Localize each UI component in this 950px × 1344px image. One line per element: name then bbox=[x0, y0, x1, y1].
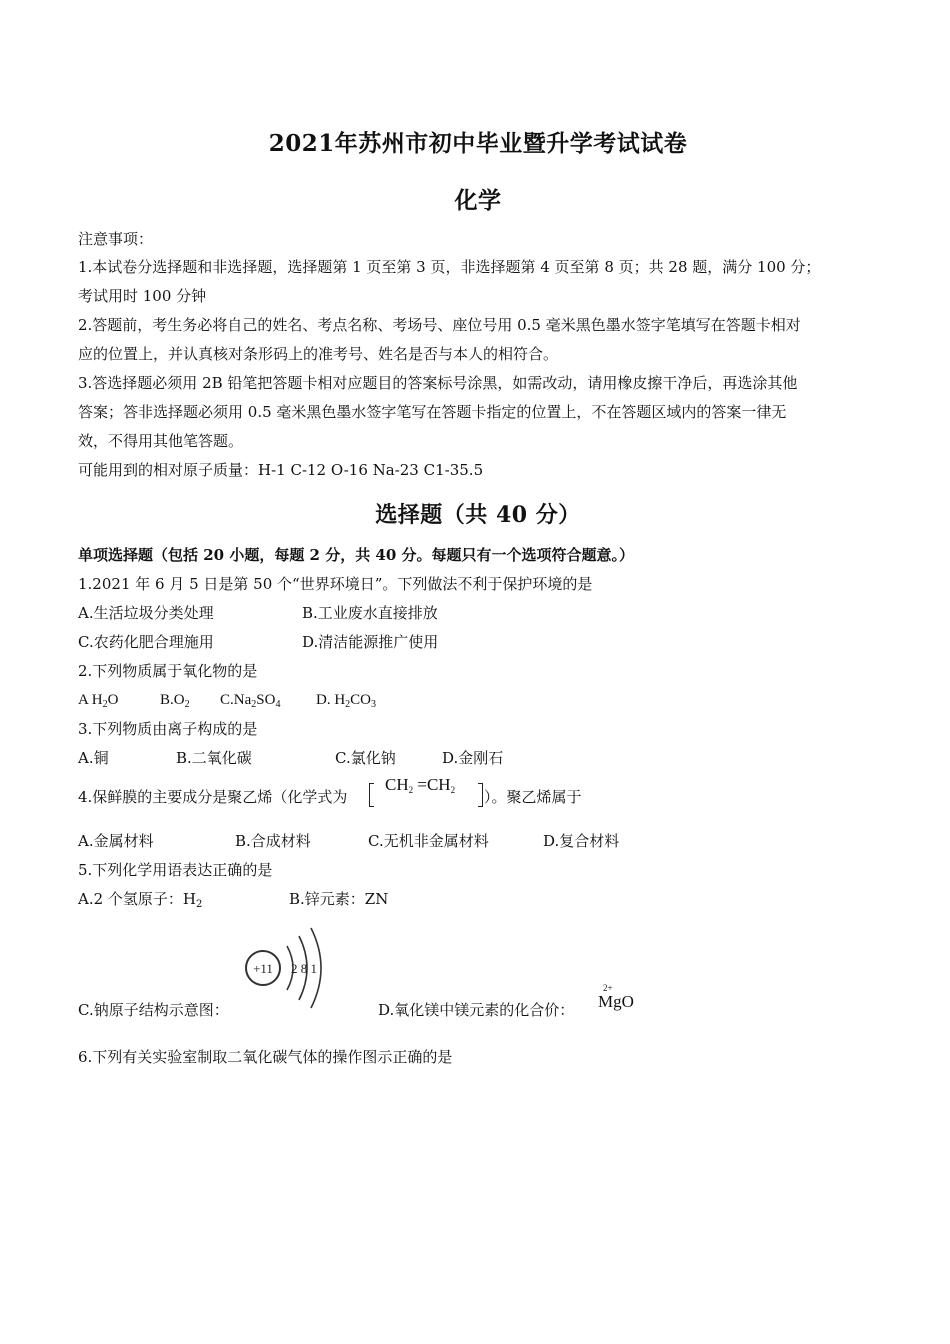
subject-title: 化学 bbox=[454, 187, 502, 214]
q2-option-d: D. $H_2CO_3$ bbox=[316, 692, 377, 710]
q5-option-c: C.钠原子结构示意图： bbox=[78, 1001, 229, 1019]
note-2b: 应的位置上，并认真核对条形码上的准考号、姓名是否与本人的相符合。 bbox=[78, 345, 559, 363]
q3-option-b: B.二氧化碳 bbox=[176, 749, 252, 767]
section-instructions: 单项选择题（包括 20 小题，每题 2 分，共 40 分。每题只有一个选项符合题意。） bbox=[78, 546, 635, 564]
note-3c: 效，不得用其他笔答题。 bbox=[78, 432, 244, 450]
q3-option-d: D.金刚石 bbox=[442, 749, 504, 767]
q2-option-a: A $H_2O$ bbox=[78, 692, 119, 710]
q4-stem-pre: 4.保鲜膜的主要成分是聚乙烯（化学式为 bbox=[78, 788, 348, 806]
exam-title: 2021年苏州市初中毕业暨升学考试试卷 bbox=[268, 130, 688, 157]
note-3b: 答案；答非选择题必须用 0.5 毫米黑色墨水签字笔写在答题卡指定的位置上，不在答题区域内的答案一律无 bbox=[78, 403, 787, 421]
electron-shells-label: 2 8 1 bbox=[291, 961, 317, 976]
note-2a: 2.答题前，考生务必将自己的姓名、考点名称、考场号、座位号用 0.5 毫米黑色墨水签字笔填写在答题卡相对 bbox=[78, 316, 801, 334]
polyethylene-formula: CH2 =CH2 bbox=[385, 775, 456, 795]
section-title: 选择题（共 40 分） bbox=[375, 502, 581, 528]
q3-option-a: A.铜 bbox=[78, 749, 109, 767]
q4-option-a: A.金属材料 bbox=[78, 832, 154, 850]
q4-stem-post: ）。聚乙烯属于 bbox=[484, 788, 582, 806]
q5-option-d: D.氧化镁中镁元素的化合价： bbox=[378, 1001, 575, 1019]
q5-stem: 5.下列化学用语表达正确的是 bbox=[78, 861, 273, 879]
q5-option-a: A.2 个氢原子：$H_2$ bbox=[78, 890, 203, 910]
formula-right-bracket bbox=[478, 783, 483, 807]
nucleus-label: +11 bbox=[253, 961, 273, 976]
q5-option-b: B.锌元素：ZN bbox=[289, 890, 389, 908]
note-1a: 1.本试卷分选择题和非选择题，选择题第 1 页至第 3 页，非选择题第 4 页至第 8 页；共 28 题，满分 100 分； bbox=[78, 258, 821, 276]
mgo-formula: MgO bbox=[598, 992, 634, 1011]
q1-option-b: B.工业废水直接排放 bbox=[302, 604, 438, 622]
notes-heading: 注意事项： bbox=[78, 230, 154, 248]
q1-option-c: C.农药化肥合理施用 bbox=[78, 633, 214, 651]
q4-option-d: D.复合材料 bbox=[543, 832, 620, 850]
atomic-masses: 可能用到的相对原子质量：H-1 C-12 O-16 Na-23 C1-35.5 bbox=[78, 461, 484, 479]
q5-option-a-text: A.2 个氢原子：H bbox=[78, 890, 196, 908]
q2-stem: 2.下列物质属于氧化物的是 bbox=[78, 662, 258, 680]
q4-option-b: B.合成材料 bbox=[235, 832, 311, 850]
note-1b: 考试用时 100 分钟 bbox=[78, 287, 207, 305]
formula-left-bracket bbox=[369, 783, 374, 807]
q1-option-d: D.清洁能源推广使用 bbox=[302, 633, 439, 651]
q6-stem: 6.下列有关实验室制取二氧化碳气体的操作图示正确的是 bbox=[78, 1048, 453, 1066]
q1-option-a: A.生活垃圾分类处理 bbox=[78, 604, 214, 622]
sodium-atom-diagram bbox=[241, 920, 331, 1010]
q3-option-c: C.氯化钠 bbox=[335, 749, 396, 767]
valence-label: 2+ bbox=[603, 983, 613, 993]
q4-option-c: C.无机非金属材料 bbox=[368, 832, 489, 850]
q3-stem: 3.下列物质由离子构成的是 bbox=[78, 720, 258, 738]
q1-stem: 1.2021 年 6 月 5 日是第 50 个“世界环境日”。下列做法不利于保护环境的是 bbox=[78, 575, 593, 593]
q2-option-b: $B.O_2$ bbox=[160, 692, 190, 710]
note-3a: 3.答选择题必须用 2B 铅笔把答题卡相对应题目的答案标号涂黑，如需改动，请用橡皮擦干净后，再选涂其他 bbox=[78, 374, 798, 392]
q2-option-c: $C.Na_2SO_4$ bbox=[220, 692, 281, 710]
